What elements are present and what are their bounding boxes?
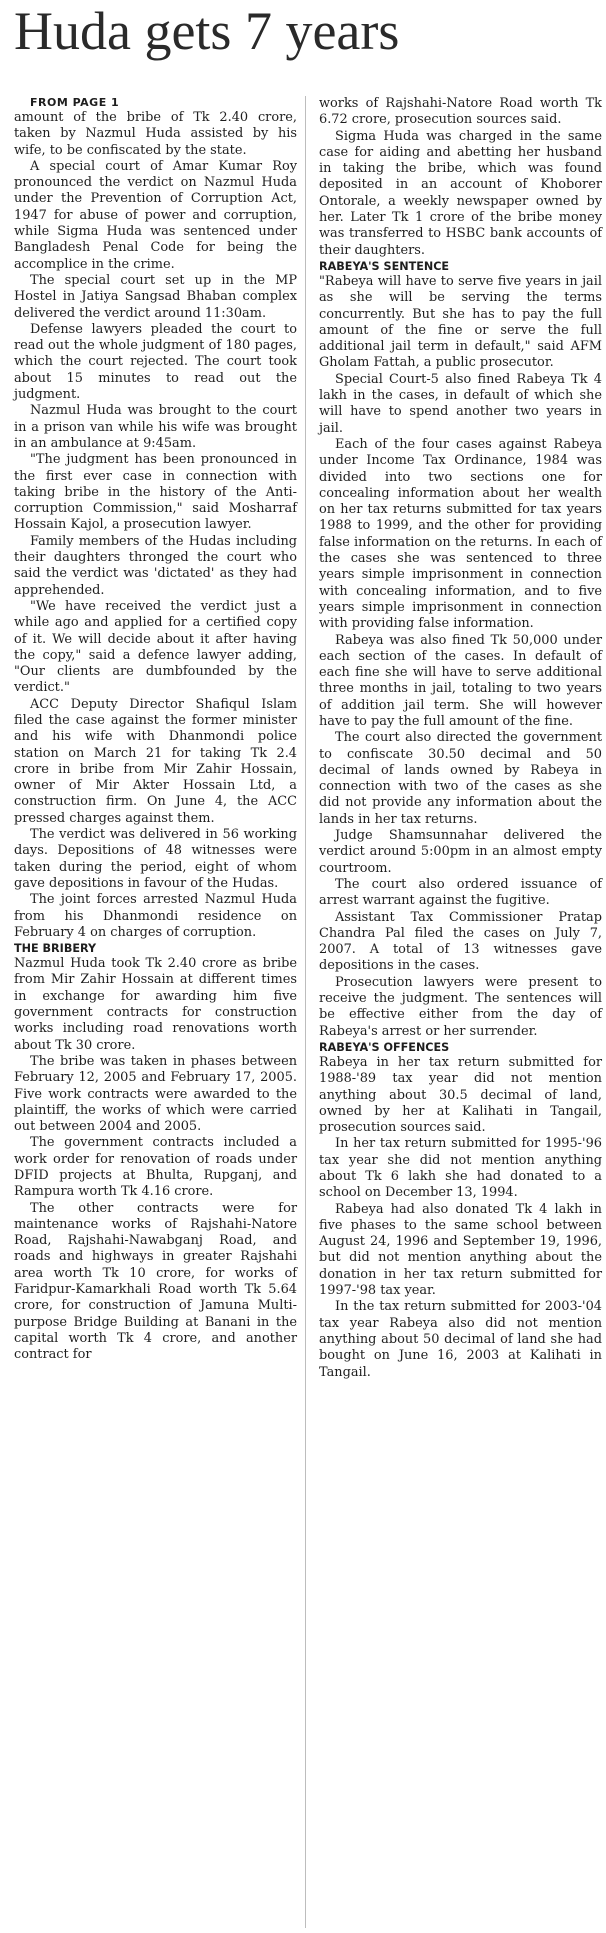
article-paragraph: amount of the bribe of Tk 2.40 crore, taken by Nazmul Huda assisted by his wife, to be confiscated by the state. — [14, 110, 297, 158]
article-paragraph: The joint forces arrested Nazmul Huda from his Dhanmondi residence on February 4 on charges of corruption. — [14, 892, 297, 940]
column-divider — [305, 96, 306, 1928]
article-paragraph: Judge Shamsunnahar delivered the verdict around 5:00pm in an almost empty courtroom. — [319, 828, 602, 876]
article-paragraph: The bribe was taken in phases between February 12, 2005 and February 17, 2005. Five work contracts were awarded to the plaintiff, the works of which were carried out between 2004 and 2005. — [14, 1053, 297, 1135]
article-paragraph: "The judgment has been pronounced in the first ever case in connection with taking bribe in the history of the Anti-corruption Commission," said Mosharraf Hossain Kajol, a prosecution lawyer. — [14, 452, 297, 533]
article-paragraph: ACC Deputy Director Shafiqul Islam filed the case against the former minister and his wife with Dhanmondi police station on March 21 for taking Tk 2.4 crore in bribe from Mir Zahir Hossain, owner of Mir Akter Hossain Ltd, a construction firm. On June 4, the ACC pressed charges against them. — [14, 696, 297, 826]
article-paragraph: In her tax return submitted for 1995-'96 tax year she did not mention anything about Tk 6 lakh she had donated to a school on December 13, 1994. — [319, 1136, 602, 1201]
article-paragraph: The court also ordered issuance of arrest warrant against the fugitive. — [319, 876, 602, 909]
article-paragraph: Nazmul Huda was brought to the court in a prison van while his wife was brought in an ambulance at 9:45am. — [14, 403, 297, 451]
article-paragraph: Rabeya in her tax return submitted for 1988-'89 tax year did not mention anything about 30.5 decimal of land, owned by her at Kalihati in Tangail, prosecution sources said. — [319, 1054, 602, 1136]
article-paragraph: In the tax return submitted for 2003-'04 tax year Rabeya also did not mention anything about 50 decimal of land she had bought on June 16, 2003 at Kalihati in Tangail. — [319, 1299, 602, 1380]
article-paragraph: The government contracts included a work order for renovation of roads under DFID projects at Bhulta, Rupganj, and Rampura worth Tk 4.16 crore. — [14, 1135, 297, 1200]
article-paragraph: The court also directed the government to confiscate 30.50 decimal and 50 decimal of lands owned by Rabeya in connection with two of the cases as she did not provide any information about the lands in her tax returns. — [319, 730, 602, 827]
article-column-left — [14, 96, 297, 1364]
article-paragraph: Nazmul Huda took Tk 2.40 crore as bribe from Mir Zahir Hossain at different times in exchange for awarding him five government contracts for construction works including road renovations worth about Tk 30 crore. — [14, 956, 297, 1053]
headline: Huda gets 7 years — [14, 1, 400, 61]
section-subhead: THE BRIBERY — [14, 942, 97, 956]
article-paragraph: works of Rajshahi-Natore Road worth Tk 6.72 crore, prosecution sources said. — [319, 96, 602, 128]
continued-kicker: FROM PAGE 1 — [30, 96, 120, 109]
article-paragraph: Family members of the Hudas including their daughters thronged the court who said the verdict was 'dictated' as they had apprehended. — [14, 533, 297, 598]
article-column-right — [319, 96, 602, 1381]
article-paragraph: Each of the four cases against Rabeya under Income Tax Ordinance, 1984 was divided into two sections one for concealing information about her wealth on her tax returns submitted for tax years 1988 to 1999, and the other for providing false information on the returns. In each of the cases she was sentenced to three years simple imprisonment in connection with concealing information, and to five years simple imprisonment in connection with providing false information. — [319, 436, 602, 632]
section-subhead: RABEYA'S SENTENCE — [319, 259, 450, 273]
article-paragraph: Rabeya had also donated Tk 4 lakh in five phases to the same school between August 24, 1996 and September 19, 1996, but did not mention anything about the donation in her tax return submitted for 1997-'98 tax year. — [319, 1201, 602, 1299]
article-paragraph: Sigma Huda was charged in the same case for aiding and abetting her husband in taking the bribe, which was found deposited in an account of Khoborer Ontorale, a weekly newspaper owned by her. Later Tk 1 crore of the bribe money was transferred to HSBC bank accounts of their daughters. — [319, 128, 602, 258]
article-paragraph: "We have received the verdict just a while ago and applied for a certified copy of it. We will decide about it after having the copy," said a defence lawyer adding, "Our clients are dumbfounded by the verdict." — [14, 598, 297, 696]
article-paragraph: Prosecution lawyers were present to receive the judgment. The sentences will be effective either from the day of Rabeya's arrest or her surrender. — [319, 974, 602, 1039]
article-paragraph: Defense lawyers pleaded the court to read out the whole judgment of 180 pages, which the court rejected. The court took about 15 minutes to read out the judgment. — [14, 321, 297, 403]
article-paragraph: A special court of Amar Kumar Roy pronounced the verdict on Nazmul Huda under the Prevention of Corruption Act, 1947 for abuse of power and corruption, while Sigma Huda was sentenced under Bangladesh Penal Code for being the accomplice in the crime. — [14, 158, 297, 272]
article-paragraph: The verdict was delivered in 56 working days. Depositions of 48 witnesses were taken during the period, eight of whom gave depositions in favour of the Hudas. — [14, 827, 297, 891]
article-paragraph: Assistant Tax Commissioner Pratap Chandra Pal filed the cases on July 7, 2007. A total of 13 witnesses gave depositions in the cases. — [319, 909, 602, 974]
article-paragraph: The special court set up in the MP Hostel in Jatiya Sangsad Bhaban complex delivered the verdict around 11:30am. — [14, 272, 297, 321]
section-subhead: RABEYA'S OFFENCES — [319, 1040, 450, 1054]
article-paragraph: The other contracts were for maintenance works of Rajshahi-Natore Road, Rajshahi-Nawabganj Road, and roads and highways in greater Rajshahi area worth Tk 10 crore, for works of Faridpur-Kamarkhali Road worth Tk 5.64 crore, for construction of Jamuna Multi-purpose Bridge Building at Banani in the capital worth Tk 4 crore, and another contract for — [14, 1200, 297, 1363]
article-paragraph: Rabeya was also fined Tk 50,000 under each section of the cases. In default of each fine she will have to serve additional three months in jail, totaling to two years of addition jail term. She will however have to pay the full amount of the fine. — [319, 632, 602, 729]
article-paragraph: "Rabeya will have to serve five years in jail as she will be serving the terms concurrently. But she has to pay the full amount of the fine or serve the full additional jail term in default," said AFM Gholam Fattah, a public prosecutor. — [319, 273, 602, 371]
article-paragraph: Special Court-5 also fined Rabeya Tk 4 lakh in the cases, in default of which she will have to spend another two years in jail. — [319, 371, 602, 436]
